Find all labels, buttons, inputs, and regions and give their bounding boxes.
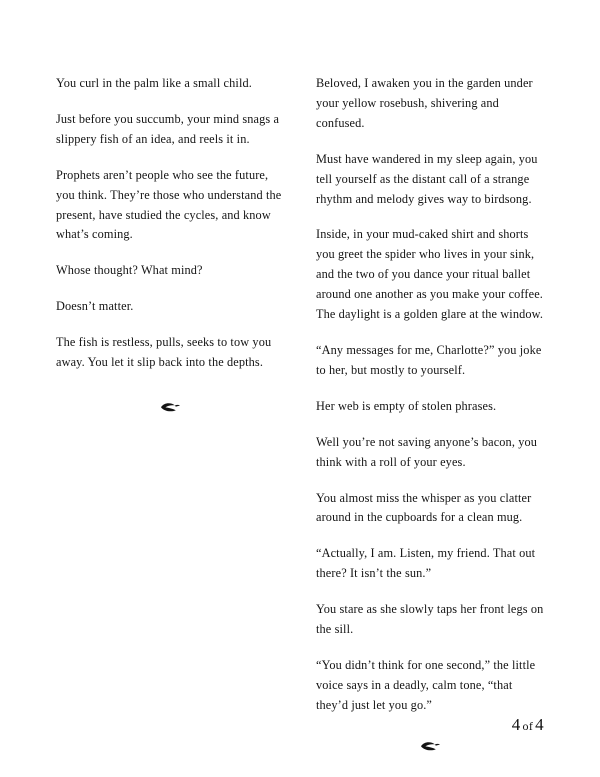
paragraph: Doesn’t matter. xyxy=(56,299,134,314)
paragraph: Just before you succumb, your mind snags a slippery fish of an idea, and reels it in. xyxy=(56,111,280,146)
paragraph: Well you’re not saving anyone’s bacon, you think with a roll of your eyes. xyxy=(316,434,538,469)
paragraph: You curl in the palm like a small child. xyxy=(56,76,252,90)
paragraph: The fish is restless, pulls, seeks to tow you away. You let it slip back into the depths. xyxy=(56,335,272,370)
paragraph: You stare as she slowly taps her front legs on the sill. xyxy=(316,602,544,637)
right-column xyxy=(316,74,544,762)
paragraph: Inside, in your mud-caked shirt and shorts you greet the spider who lives in your sink, and the two of you dance your ritual ballet around one another as you make your coffee. The daylight is a golden glare at the window. xyxy=(316,227,544,322)
current-page-number: 4 xyxy=(511,715,521,734)
paragraph: You almost miss the whisper as you clatter around in the cupboards for a clean mug. xyxy=(316,490,532,525)
paragraph: Her web is empty of stolen phrases. xyxy=(316,398,497,413)
paragraph: Must have wandered in my sleep again, you tell yourself as the distant call of a strange rhythm and melody gives way to birdsong. xyxy=(316,151,538,206)
text-columns xyxy=(56,74,544,762)
page-folio xyxy=(512,715,544,735)
paragraph: Prophets aren’t people who see the future, you think. They’re those who understand the present, have studied the cycles, and know what’s coming. xyxy=(56,167,282,242)
total-page-number: 4 xyxy=(535,715,544,734)
paragraph: “Any messages for me, Charlotte?” you joke to her, but mostly to yourself. xyxy=(316,342,542,377)
paragraph: “You didn’t think for one second,” the little voice says in a deadly, calm tone, “that they’d just let you go.” xyxy=(316,657,536,712)
left-column xyxy=(56,74,284,762)
folio-separator: of xyxy=(522,719,534,733)
leaf-ornament xyxy=(56,399,284,413)
leaf-ornament xyxy=(316,738,544,752)
paragraph: Beloved, I awaken you in the garden under your yellow rosebush, shivering and confused. xyxy=(316,76,533,130)
paragraph: “Actually, I am. Listen, my friend. That out there? It isn’t the sun.” xyxy=(316,546,536,581)
paragraph: Whose thought? What mind? xyxy=(56,263,203,278)
